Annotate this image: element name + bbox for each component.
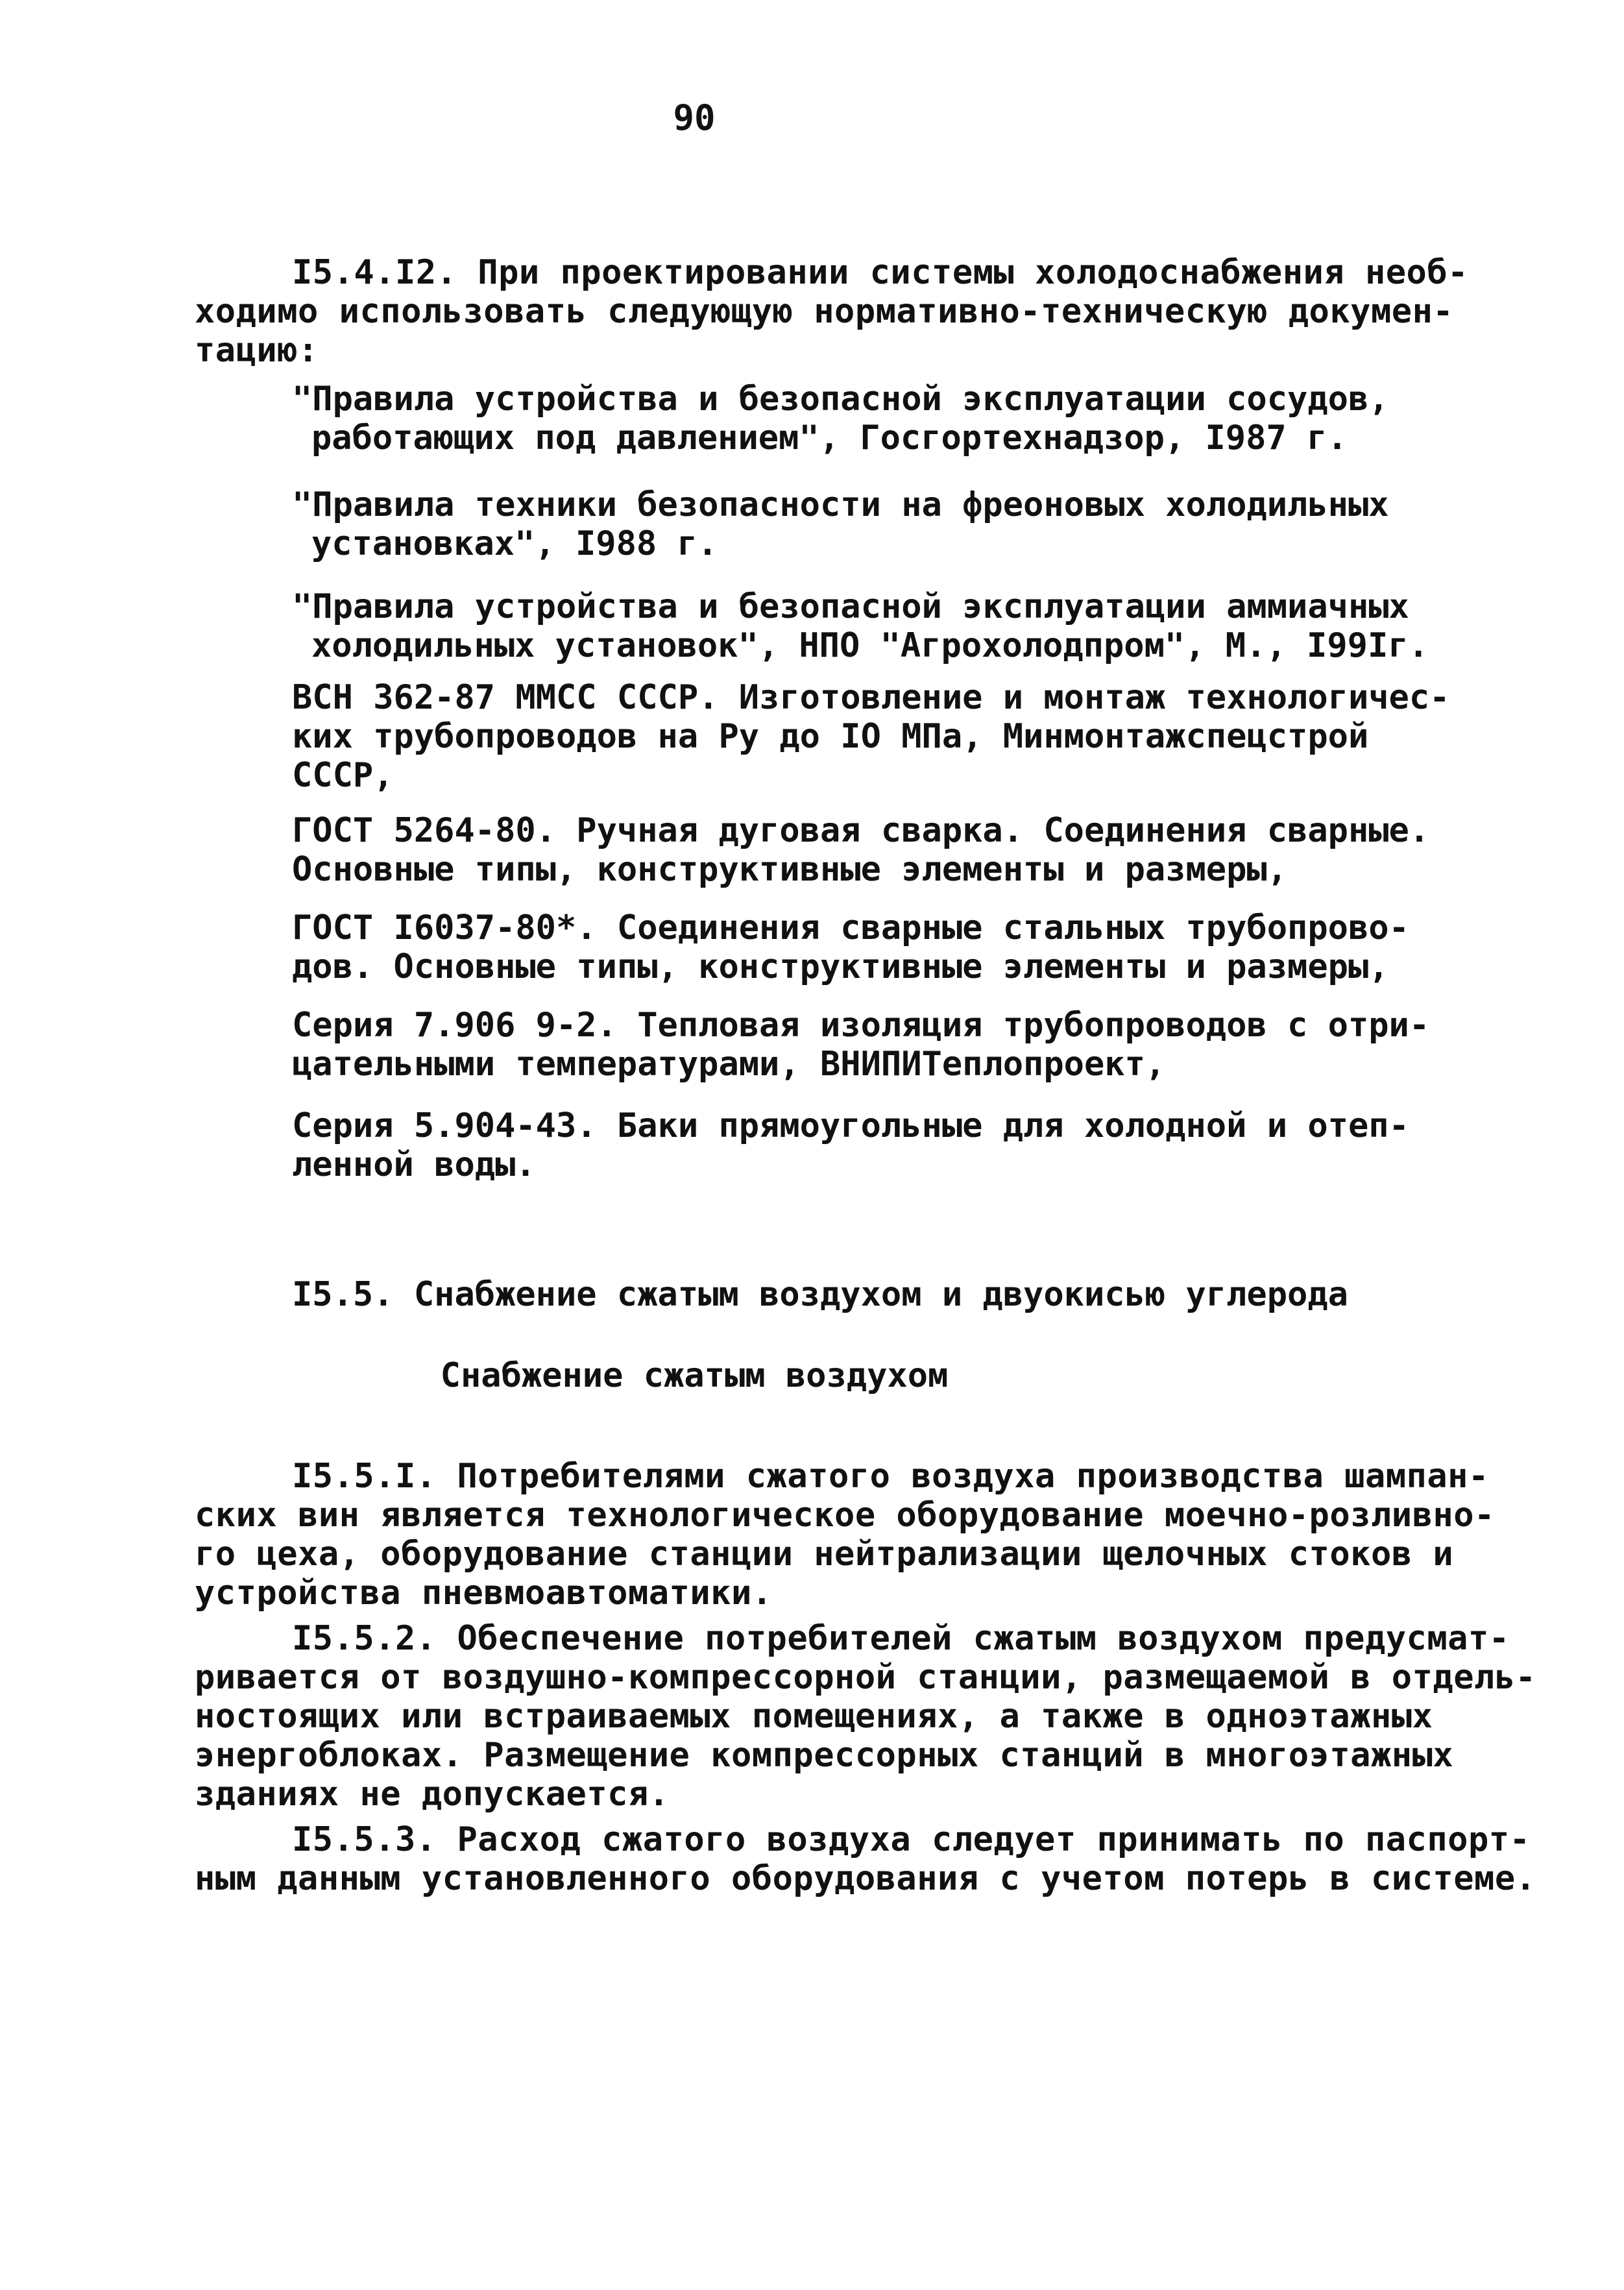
text-line: I5.5.3. Расход сжатого воздуха следует принимать по паспорт-	[292, 1820, 1531, 1859]
text-line: ских вин является технологическое оборудование моечно-розливно-	[195, 1496, 1495, 1535]
text-line: I5.5.I. Потребителями сжатого воздуха производства шампан-	[292, 1457, 1489, 1496]
reference-item	[292, 678, 1479, 795]
text-line: тацию:	[195, 331, 319, 370]
text-line: работающих под давлением", Госгортехнадзор, I987 г.	[311, 419, 1348, 457]
text-line: холодильных установок", НПО "Агрохолодпром", М., I99Iг.	[311, 626, 1429, 665]
text-line: Серия 5.904-43. Баки прямоугольные для холодной и отеп-	[292, 1106, 1409, 1145]
text-line: ленной воды.	[292, 1145, 536, 1184]
text-line: СССР,	[292, 756, 394, 795]
text-line: дов. Основные типы, конструктивные элементы и размеры,	[292, 947, 1389, 986]
text-line: ких трубопроводов на Ру до IO МПа, Минмонтажспецстрой	[292, 717, 1369, 756]
text-line: ностоящих или встраиваемых помещениях, а также в одноэтажных	[195, 1697, 1433, 1736]
paragraph-15-5-1	[195, 1457, 1495, 1613]
page-number: 90	[673, 97, 716, 138]
section-heading: I5.5. Снабжение сжатым воздухом и двуокисью углерода	[292, 1275, 1348, 1314]
text-line: I5.4.I2. При проектировании системы холодоснабжения необ-	[292, 253, 1468, 292]
paragraph-15-5-2	[195, 1619, 1536, 1814]
text-line: цательными температурами, ВНИПИТеплопроект,	[292, 1045, 1166, 1084]
reference-item	[292, 908, 1479, 986]
reference-item	[292, 811, 1479, 889]
paragraph-15-4-12	[195, 253, 1479, 370]
text-line: "Правила устройства и безопасной эксплуатации сосудов,	[292, 380, 1389, 419]
reference-item	[292, 1106, 1479, 1184]
reference-item	[292, 380, 1479, 457]
text-line: I5.5.2. Обеспечение потребителей сжатым воздухом предусмат-	[292, 1619, 1510, 1658]
text-line: зданиях не допускается.	[195, 1775, 670, 1814]
text-line: Основные типы, конструктивные элементы и размеры,	[292, 850, 1288, 889]
text-line: ГОСТ I6037-80*. Соединения сварные стальных трубопрово-	[292, 908, 1409, 947]
text-line: ходимо использовать следующую нормативно-техническую докумен-	[195, 292, 1454, 331]
text-line: ным данным установленного оборудования с учетом потерь в системе.	[195, 1859, 1536, 1898]
reference-item	[292, 587, 1479, 665]
reference-item	[292, 485, 1479, 563]
text-line: "Правила устройства и безопасной эксплуатации аммиачных	[292, 587, 1409, 626]
section-subheading: Снабжение сжатым воздухом	[440, 1356, 949, 1395]
paragraph-15-5-3	[195, 1820, 1536, 1898]
text-line: го цеха, оборудование станции нейтрализации щелочных стоков и	[195, 1535, 1454, 1574]
text-line: ВСН 362-87 ММСС СССР. Изготовление и монтаж технологичес-	[292, 678, 1450, 717]
text-line: Серия 7.906 9-2. Тепловая изоляция трубопроводов с отри-	[292, 1006, 1430, 1045]
text-line: энергоблоках. Размещение компрессорных станций в многоэтажных	[195, 1736, 1454, 1775]
text-line: "Правила техники безопасности на фреоновых холодильных	[292, 485, 1389, 524]
reference-item	[292, 1006, 1479, 1084]
text-line: установках", I988 г.	[311, 524, 718, 563]
text-line: ривается от воздушно-компрессорной станции, размещаемой в отдель-	[195, 1658, 1536, 1697]
text-line: устройства пневмоавтоматики.	[195, 1574, 773, 1613]
text-line: ГОСТ 5264-80. Ручная дуговая сварка. Соединения сварные.	[292, 811, 1430, 850]
